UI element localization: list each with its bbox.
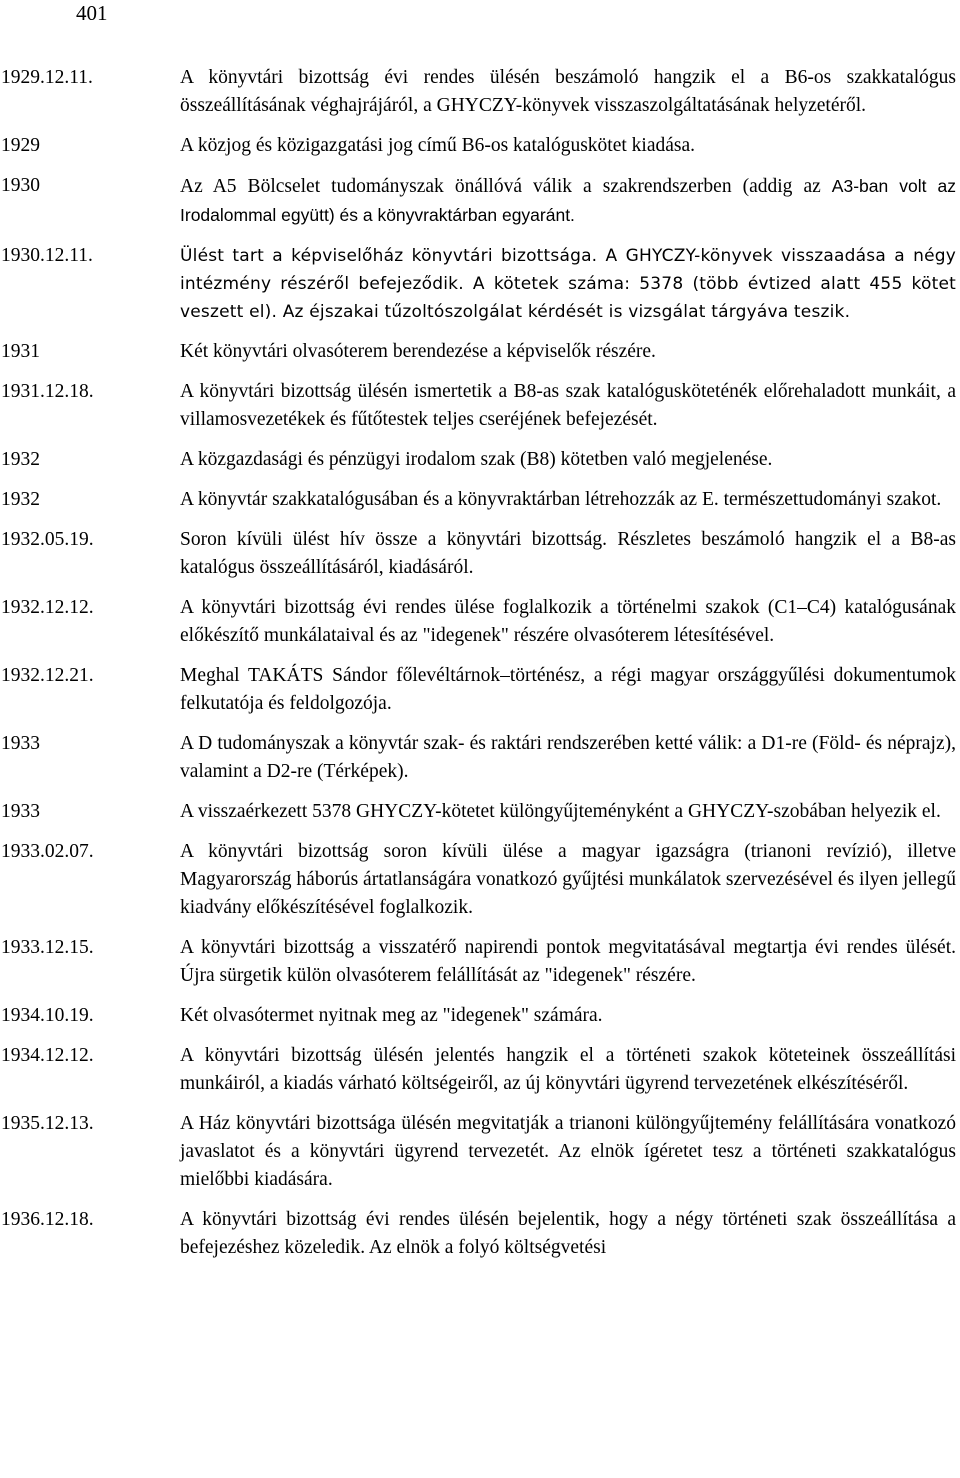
entry-date: 1931.12.18. [1,381,94,402]
entry-text: A könyvtári bizottság ülésén jelentés hangzik el a történeti szakok köteteinek összeállítási munkáiról, a kiadás várható költségeiről, az új könyvtári ügyrend tervezetének elkészítéséről. [180,1045,956,1094]
chronology-entry [0,446,960,474]
entry-date: 1932 [1,489,40,510]
entry-text: A könyvtári bizottság ülésén ismertetik a B8-as szak katalógusköteténék előrehaladott munkáit, a villamosvezetékek és fűtőtestek teljes cseréjének befejezését. [180,381,956,430]
chronology-entry [0,798,960,826]
entry-text [180,242,956,326]
entry-text: A könyvtári bizottság a visszatérő napirendi pontok megvitatásával megtartja évi rendes ülését. Újra sürgetik külön olvasóterem felállítását az "idegenek" részére. [180,937,956,986]
chronology-entry [0,486,960,514]
chronology-entry [0,242,960,326]
entry-text: A visszaérkezett 5378 GHYCZY-kötetet különgyűjteményként a GHYCZY-szobában helyezik el. [180,801,941,822]
entry-text-sans-part: A3-ban volt az Irodalommal együtt) és a könyvraktárban egyaránt. [180,176,956,225]
entry-text: Meghal TAKÁTS Sándor főlevéltárnok–történész, a régi magyar országgyűlési dokumentumok felkutatója és feldolgozója. [180,665,956,714]
chronology-entry [0,1206,960,1262]
entry-text: A közgazdasági és pénzügyi irodalom szak (B8) kötetben való megjelenése. [180,449,773,470]
entry-date: 1930 [1,175,40,196]
entry-date: 1931 [1,341,40,362]
entry-date: 1932 [1,449,40,470]
entry-date: 1933.02.07. [1,841,94,862]
chronology-entry [0,64,960,120]
chronology-entry [0,1042,960,1098]
entry-date: 1932.12.21. [1,665,94,686]
chronology-entry [0,338,960,366]
entry-date: 1933.12.15. [1,937,94,958]
entry-text: Két könyvtári olvasóterem berendezése a képviselők részére. [180,341,656,362]
entry-date: 1929.12.11. [1,67,93,88]
entry-date: 1934.10.19. [1,1005,94,1026]
chronology-entry [0,838,960,922]
entry-date: 1933 [1,733,40,754]
chronology-entry [0,662,960,718]
entry-text: Soron kívüli ülést hív össze a könyvtári bizottság. Részletes beszámoló hangzik el a B8-as katalógus összeállításáról, kiadásáról. [180,529,956,578]
entry-date: 1930.12.11. [1,245,93,266]
entry-date: 1929 [1,135,40,156]
entry-text-sans-part: Ülést tart a képviselőház könyvtári bizottsága. A GHYCZY-könyvek visszaadása a négy intézmény részéről befejeződik. A kötetek száma: 5378 (több évtized alatt 455 kötet veszett el). Az éjszakai tűzoltószolgálat kérdését is vizsgálat tárgyáva teszik. [180,246,956,322]
entry-text: A könyvtári bizottság évi rendes ülésén bejelentik, hogy a négy történeti szak összeállítása a befejezéshez közeledik. Az elnök a folyó költségvetési [180,1209,956,1258]
chronology-entry [0,1002,960,1030]
entry-date: 1933 [1,801,40,822]
entry-text: A Ház könyvtári bizottsága ülésén megvitatják a trianoni különgyűjtemény felállítására vonatkozó javaslatot és a könyvtári ügyrend tervezetét. Az elnök ígéretet tesz a történeti szakkatalógus mielőbbi kiadására. [180,1113,956,1190]
entry-text [180,172,956,230]
chronology-entry [0,934,960,990]
entry-text: A könyvtári bizottság évi rendes ülése foglalkozik a történelmi szakok (C1–C4) katalógusának előkészítő munkálataival és az "idegenek" részére olvasóterem létesítésével. [180,597,956,646]
chronology-entry [0,132,960,160]
entry-text: A könyvtári bizottság évi rendes ülésén beszámoló hangzik el a B6-os szakkatalógus összeállításának véghajrájáról, a GHYCZY-könyvek visszaszolgáltatásának helyzetéről. [180,67,956,116]
entry-text: A könyvtár szakkatalógusában és a könyvraktárban létrehozzák az E. természettudományi szakot. [180,489,942,510]
chronology-entry [0,378,960,434]
entry-text: A könyvtári bizottság soron kívüli ülése a magyar igazságra (trianoni revízió), illetve Magyarország háborús ártatlanságára vonatkozó gyűjtési munkálatok szervezésével és ilyen jellegű kiadvány előkészítésével foglalkozik. [180,841,956,918]
chronology-entry [0,730,960,786]
page-number: 401 [76,1,108,25]
entry-text: Két olvasótermet nyitnak meg az "idegenek" számára. [180,1005,603,1026]
chronology-list [0,64,960,1274]
entry-date: 1932.12.12. [1,597,94,618]
chronology-entry [0,172,960,230]
entry-text-serif-part: Az A5 Bölcselet tudományszak önállóvá válik a szakrendszerben (addig az [180,176,832,197]
entry-date: 1932.05.19. [1,529,94,550]
entry-date: 1935.12.13. [1,1113,94,1134]
chronology-entry [0,1110,960,1194]
entry-text: A D tudományszak a könyvtár szak- és raktári rendszerében ketté válik: a D1-re (Föld- és néprajz), valamint a D2-re (Térképek). [180,733,956,782]
chronology-entry [0,594,960,650]
entry-date: 1934.12.12. [1,1045,94,1066]
entry-date: 1936.12.18. [1,1209,94,1230]
entry-text: A közjog és közigazgatási jog című B6-os katalóguskötet kiadása. [180,135,696,156]
chronology-entry [0,526,960,582]
